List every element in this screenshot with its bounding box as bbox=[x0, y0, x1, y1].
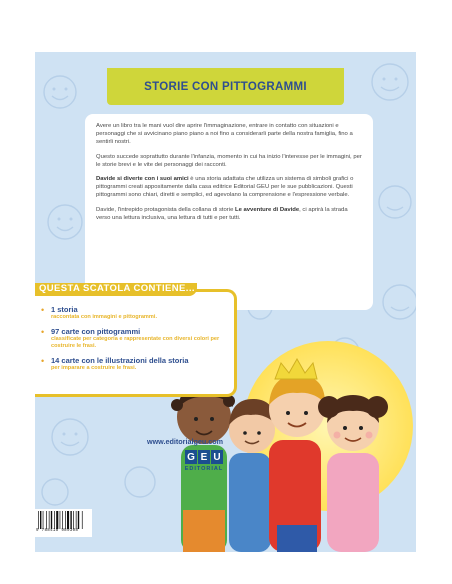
contents-list bbox=[41, 305, 233, 378]
page-title: STORIE CON PITTOGRAMMI bbox=[144, 80, 307, 93]
isbn-number: 9 788418 989308 bbox=[36, 529, 79, 533]
bullet-icon: • bbox=[41, 327, 45, 337]
logo-letter: G bbox=[185, 450, 197, 464]
paragraph-4: Davide, l'intrepido protagonista della collana di storie Le avventure di Davide, ci aprirà la strada verso una lettura inclusiva, una lettura di tutti e per tutti. bbox=[96, 206, 348, 221]
list-item: • 14 carte con le illustrazioni della storia per imparare a costruire le frasi. bbox=[41, 356, 189, 371]
contents-box-label: QUESTA SCATOLA CONTIENE... bbox=[35, 283, 197, 296]
title-banner bbox=[107, 68, 344, 105]
logo-letter: E bbox=[198, 450, 210, 464]
book-title-bold: Davide si diverte con i suoi amici bbox=[96, 176, 189, 183]
publisher-logo bbox=[184, 450, 224, 478]
logo-subtitle: EDITORIAL bbox=[184, 466, 224, 472]
logo-letter: U bbox=[211, 450, 223, 464]
paragraph-3: Davide si diverte con i suoi amici è una storia adattata che utilizza un sistema di simboli grafici o pittogrammi creati appositamente dalla casa editrice Editorial GEU per le sue pubblicazioni. Questi pittogrammi sono chiari, diretti e semplici, ed agevolano la comprensione e l'espressione verbale. bbox=[96, 176, 354, 199]
paragraph-2: Questo succede soprattutto durante l'infanzia, momento in cui ha inizio l'interesse per le immagini, per le storie brevi e le vite dei personaggi dei racconti. bbox=[96, 153, 362, 168]
paragraph-1: Avere un libro tra le mani vuol dire aprire l'immaginazione, entrare in contatto con situazioni e personaggi che si avvicinano piano piano a noi fino a considerarli parte della nostra famiglia, fino a sentirli nostri. bbox=[96, 123, 353, 146]
contents-box bbox=[35, 283, 237, 399]
list-item: • 97 carte con pittogrammi classificate per categoria e rappresentate con diversi colori per costruire le frasi. bbox=[41, 327, 220, 349]
back-cover bbox=[35, 52, 416, 552]
description-panel bbox=[85, 114, 373, 310]
website-link[interactable]: www.editorialgeu.com bbox=[147, 437, 224, 446]
series-title-bold: Le avventure di Davide bbox=[234, 206, 300, 213]
bullet-icon: • bbox=[41, 305, 45, 315]
list-item: • 1 storia raccontata con immagini e pittogrammi. bbox=[41, 305, 157, 320]
barcode bbox=[35, 509, 92, 537]
bullet-icon: • bbox=[41, 356, 45, 366]
barcode-bars bbox=[38, 511, 89, 529]
